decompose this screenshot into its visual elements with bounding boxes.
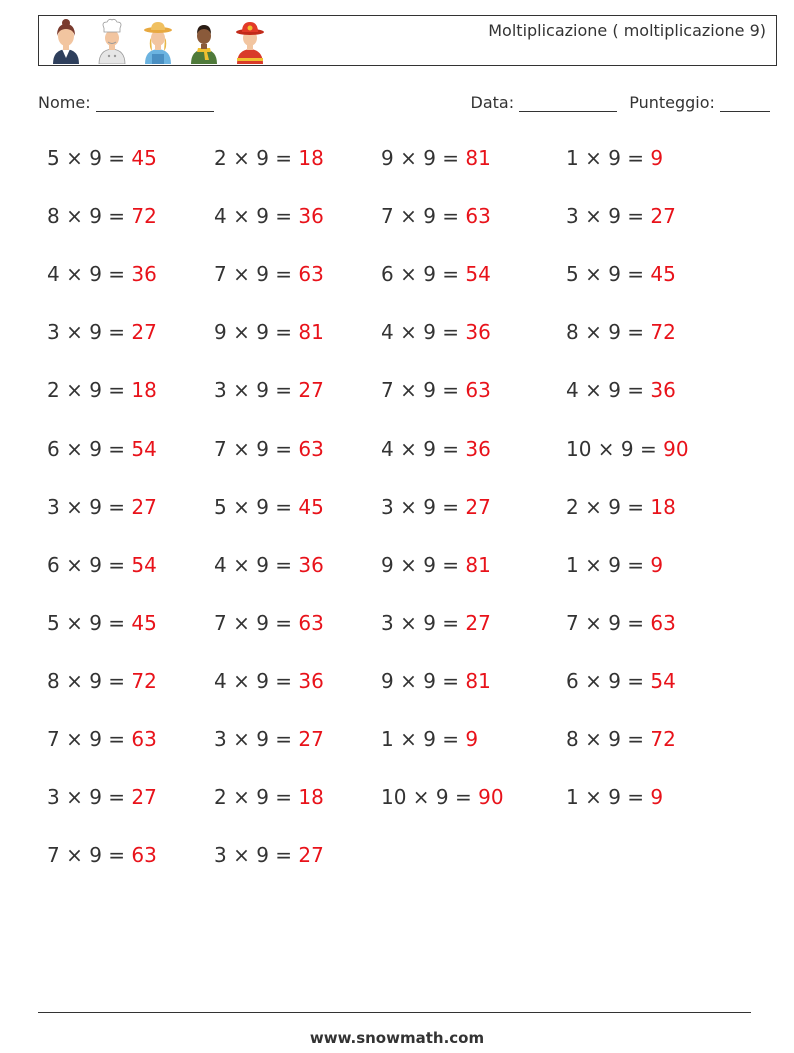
problem-answer: 81 xyxy=(465,668,491,693)
problem-question: 7 × 9 = xyxy=(381,204,460,229)
problem-item xyxy=(47,785,157,809)
problem-question: 1 × 9 = xyxy=(566,146,645,170)
problem-answer: 27 xyxy=(298,378,324,403)
problem-item xyxy=(566,495,676,519)
date-label: Data: xyxy=(470,93,515,112)
problem-item xyxy=(566,146,663,170)
problem-answer: 63 xyxy=(131,843,157,868)
problem-answer: 36 xyxy=(465,320,491,345)
problem-question: 3 × 9 = xyxy=(47,320,126,345)
score-label: Punteggio: xyxy=(629,93,715,112)
problem-question: 2 × 9 = xyxy=(566,494,645,519)
problem-item xyxy=(214,262,324,286)
problem-answer: 27 xyxy=(650,204,676,229)
problem-answer: 36 xyxy=(650,378,676,403)
problem-question: 5 × 9 = xyxy=(214,494,293,519)
problem-question: 9 × 9 = xyxy=(381,552,460,577)
problem-item xyxy=(566,727,676,751)
problem-question: 3 × 9 = xyxy=(214,843,293,868)
problem-item xyxy=(47,727,157,751)
problem-question: 2 × 9 = xyxy=(47,378,126,403)
problem-question: 7 × 9 = xyxy=(47,843,126,868)
problem-answer: 72 xyxy=(131,668,157,693)
problem-answer: 63 xyxy=(298,262,324,287)
problem-answer: 9 xyxy=(650,785,664,810)
problem-question: 1 × 9 = xyxy=(381,727,460,751)
problem-question: 4 × 9 = xyxy=(381,320,460,345)
problem-question: 9 × 9 = xyxy=(214,320,293,345)
footer-url: www.snowmath.com xyxy=(309,1029,485,1047)
problem-question: 8 × 9 = xyxy=(47,204,126,229)
problem-answer: 9 xyxy=(650,552,664,577)
problem-item xyxy=(381,611,491,635)
problem-answer: 18 xyxy=(131,378,157,403)
problem-item xyxy=(47,262,157,286)
problem-answer: 18 xyxy=(650,494,676,519)
score-field[interactable] xyxy=(629,93,770,112)
date-blank[interactable] xyxy=(519,95,617,112)
problem-answer: 18 xyxy=(298,785,324,810)
problem-item xyxy=(381,495,491,519)
problem-item xyxy=(214,320,324,344)
name-label: Nome: xyxy=(38,93,91,112)
problem-question: 4 × 9 = xyxy=(214,204,293,229)
problem-answer: 45 xyxy=(298,494,324,519)
problem-question: 7 × 9 = xyxy=(214,610,293,635)
problem-item xyxy=(47,378,157,402)
problem-question: 7 × 9 = xyxy=(214,436,293,461)
problem-item xyxy=(381,437,491,461)
problem-item xyxy=(47,669,157,693)
name-field[interactable] xyxy=(38,93,214,112)
problem-answer: 63 xyxy=(131,727,157,751)
problem-question: 9 × 9 = xyxy=(381,668,460,693)
problem-question: 3 × 9 = xyxy=(566,204,645,229)
problem-question: 8 × 9 = xyxy=(566,727,645,751)
name-blank[interactable] xyxy=(96,95,214,112)
problem-answer: 90 xyxy=(478,785,504,810)
problem-item xyxy=(566,262,676,286)
problem-answer: 54 xyxy=(650,668,676,693)
problem-answer: 27 xyxy=(465,494,491,519)
problem-answer: 27 xyxy=(131,785,157,810)
problem-answer: 27 xyxy=(465,610,491,635)
problem-answer: 18 xyxy=(298,146,324,170)
problem-answer: 45 xyxy=(650,262,676,287)
score-blank[interactable] xyxy=(720,95,770,112)
chef-avatar-icon xyxy=(93,18,131,64)
problem-question: 8 × 9 = xyxy=(566,320,645,345)
problem-item xyxy=(381,669,491,693)
problem-answer: 81 xyxy=(298,320,324,345)
problem-question: 5 × 9 = xyxy=(566,262,645,287)
problem-answer: 90 xyxy=(663,436,689,461)
problem-answer: 45 xyxy=(131,610,157,635)
problem-question: 3 × 9 = xyxy=(381,610,460,635)
problem-item xyxy=(566,669,676,693)
problem-item xyxy=(47,437,157,461)
problem-item xyxy=(47,553,157,577)
problem-item xyxy=(566,204,676,228)
problem-question: 2 × 9 = xyxy=(214,146,293,170)
problem-item xyxy=(381,785,504,809)
problem-answer: 63 xyxy=(465,378,491,403)
problem-question: 7 × 9 = xyxy=(566,610,645,635)
problem-item xyxy=(47,146,157,170)
problem-question: 2 × 9 = xyxy=(214,785,293,810)
problem-item xyxy=(566,437,689,461)
problem-item xyxy=(381,146,491,170)
problem-answer: 36 xyxy=(298,204,324,229)
problem-item xyxy=(214,495,324,519)
problem-item xyxy=(214,204,324,228)
problem-item xyxy=(566,320,676,344)
avatar-row xyxy=(47,18,269,64)
problem-item xyxy=(381,262,491,286)
problem-question: 7 × 9 = xyxy=(47,727,126,751)
problem-answer: 54 xyxy=(131,552,157,577)
problem-item xyxy=(381,553,491,577)
problem-question: 3 × 9 = xyxy=(47,785,126,810)
problem-answer: 27 xyxy=(131,494,157,519)
problem-question: 7 × 9 = xyxy=(214,262,293,287)
problem-item xyxy=(214,553,324,577)
problem-question: 1 × 9 = xyxy=(566,552,645,577)
problem-question: 7 × 9 = xyxy=(381,378,460,403)
problem-question: 3 × 9 = xyxy=(214,727,293,751)
problem-item xyxy=(214,437,324,461)
problem-item xyxy=(214,843,324,867)
problem-question: 3 × 9 = xyxy=(214,378,293,403)
problem-item xyxy=(47,320,157,344)
problem-question: 6 × 9 = xyxy=(566,668,645,693)
problem-question: 4 × 9 = xyxy=(214,552,293,577)
problem-question: 4 × 9 = xyxy=(566,378,645,403)
problem-answer: 27 xyxy=(298,843,324,868)
problem-answer: 54 xyxy=(131,436,157,461)
problem-answer: 45 xyxy=(131,146,157,170)
problem-answer: 36 xyxy=(131,262,157,287)
problem-item xyxy=(47,204,157,228)
problem-question: 10 × 9 = xyxy=(566,436,657,461)
scarf-man-avatar-icon xyxy=(185,18,223,64)
problem-question: 6 × 9 = xyxy=(381,262,460,287)
date-score-fields xyxy=(471,93,770,112)
problem-answer: 27 xyxy=(298,727,324,751)
problem-item xyxy=(214,669,324,693)
problem-question: 6 × 9 = xyxy=(47,552,126,577)
problem-question: 3 × 9 = xyxy=(47,494,126,519)
problem-item xyxy=(566,553,663,577)
problem-answer: 72 xyxy=(131,204,157,229)
header-box xyxy=(38,15,777,66)
problem-item xyxy=(381,204,491,228)
problem-question: 4 × 9 = xyxy=(47,262,126,287)
footer-divider xyxy=(38,1012,751,1013)
problem-answer: 36 xyxy=(298,552,324,577)
problem-item xyxy=(47,843,157,867)
problem-item xyxy=(47,495,157,519)
problem-question: 1 × 9 = xyxy=(566,785,645,810)
problem-answer: 63 xyxy=(298,610,324,635)
problem-question: 10 × 9 = xyxy=(381,785,472,810)
problem-question: 9 × 9 = xyxy=(381,146,460,170)
problem-item xyxy=(47,611,157,635)
farmer-avatar-icon xyxy=(139,18,177,64)
problem-item xyxy=(381,320,491,344)
problem-answer: 9 xyxy=(465,727,479,751)
problem-item xyxy=(214,785,324,809)
problem-question: 8 × 9 = xyxy=(47,668,126,693)
worksheet-title: Moltiplicazione ( moltiplicazione 9) xyxy=(488,21,766,40)
problem-answer: 63 xyxy=(298,436,324,461)
problem-question: 4 × 9 = xyxy=(214,668,293,693)
problem-item xyxy=(566,378,676,402)
woman-avatar-icon xyxy=(47,18,85,64)
problem-item xyxy=(214,378,324,402)
problem-item xyxy=(214,611,324,635)
problem-answer: 63 xyxy=(650,610,676,635)
problem-item xyxy=(381,727,478,751)
problem-answer: 9 xyxy=(650,146,664,170)
problem-answer: 36 xyxy=(465,436,491,461)
problem-answer: 72 xyxy=(650,320,676,345)
firefighter-avatar-icon xyxy=(231,18,269,64)
problem-question: 6 × 9 = xyxy=(47,436,126,461)
problem-answer: 81 xyxy=(465,146,491,170)
problem-item xyxy=(566,611,676,635)
problem-item xyxy=(214,727,324,751)
problem-item xyxy=(381,378,491,402)
problem-answer: 63 xyxy=(465,204,491,229)
problem-question: 3 × 9 = xyxy=(381,494,460,519)
problem-answer: 81 xyxy=(465,552,491,577)
problem-item xyxy=(566,785,663,809)
problem-question: 5 × 9 = xyxy=(47,610,126,635)
problem-question: 4 × 9 = xyxy=(381,436,460,461)
problem-answer: 54 xyxy=(465,262,491,287)
problem-answer: 72 xyxy=(650,727,676,751)
problem-answer: 27 xyxy=(131,320,157,345)
date-field[interactable] xyxy=(471,93,618,112)
problem-answer: 36 xyxy=(298,668,324,693)
problem-item xyxy=(214,146,324,170)
problem-question: 5 × 9 = xyxy=(47,146,126,170)
